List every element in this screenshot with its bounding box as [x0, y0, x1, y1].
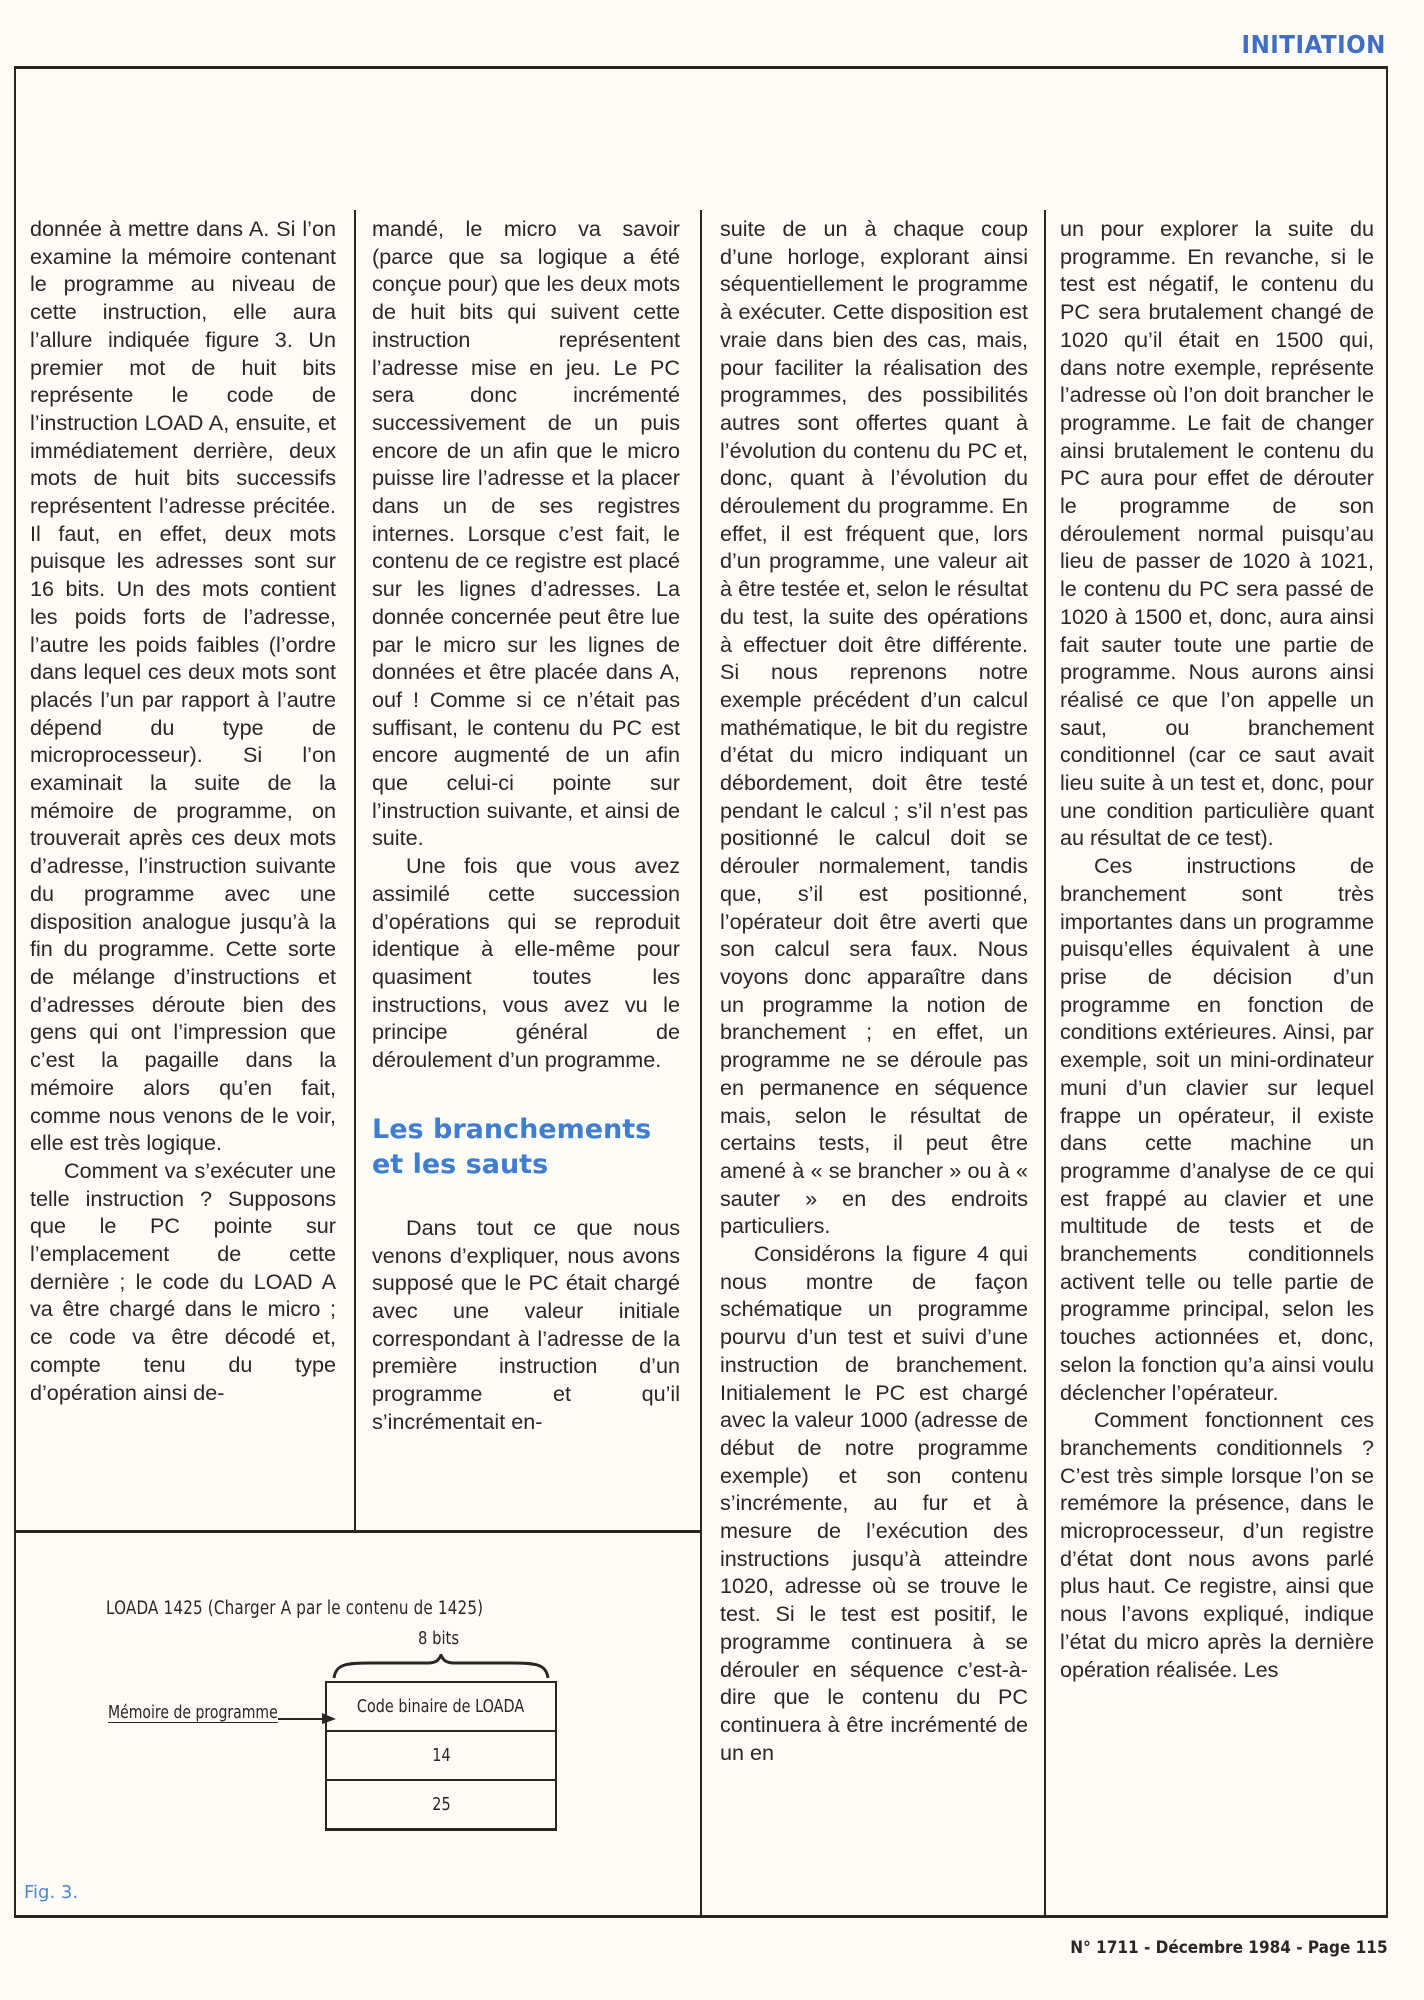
paragraph: suite de un à chaque coup d’une horloge, explorant ainsi séquentiellement le programme à exécuter. Cette disposition est vraie dans bien des cas, mais, pour faciliter la réalisation des programmes, des possibilités autres sont offertes quant à l’évolution du contenu du PC et, donc, quant à l’évolution du déroulement du programme. En effet, il est fréquent que, lors d’un programme, une valeur ait à être testée et, selon le résultat du test, la suite des opérations à effectuer doit être différente. Si nous reprenons notre exemple précédent d’un calcul mathématique, le bit du registre d’état du micro indiquant un débordement, doit être testé pendant le calcul ; s’il n’est pas positionné le calcul doit se dérouler normalement, tandis que, s’il est positionné, l’opérateur doit être averti que son calcul sera faux. Nous voyons donc apparaître dans un programme la notion de branchement ; en effet, un programme ne se déroule pas en permanence en séquence mais, selon le résultat de certains tests, il peut être amené à « se brancher » ou à « sauter » en des endroits particuliers.: [720, 216, 1028, 1239]
memory-table: [325, 1681, 557, 1831]
article-column-3: [720, 215, 1028, 1905]
paragraph: donnée à mettre dans A. Si l’on examine la mémoire contenant le programme au niveau de cette instruction, elle aura l’allure indiquée figure 3. Un premier mot de huit bits représente le code de l’instruction LOAD A, ensuite, et immédiatement derrière, deux mots de huit bits successifs représentent l’adresse précitée. Il faut, en effet, deux mots puisque les adresses sont sur 16 bits. Un des mots contient les poids forts de l’adresse, l’autre les poids faibles (l’ordre dans lequel ces deux mots sont placés l’un par rapport à l’autre dépend du type de microprocesseur). Si l’on examinait la suite de la mémoire de programme, on trouverait après ces deux mots d’adresse, l’instruction suivante du programme avec une disposition analogue jusqu’à la fin du programme. Cette sorte de mélange d’instructions et d’adresses déroute bien des gens qui ont l’impression que c’est la pagaille dans la mémoire alors qu’en fait, comme nous venons de le voir, elle est très logique.: [30, 216, 336, 1156]
column-divider: [1044, 210, 1046, 1916]
section-heading: Les branchements et les sauts: [372, 1113, 652, 1180]
paragraph: mandé, le micro va savoir (parce que sa logique a été conçue pour) que les deux mots de huit bits qui suivent cette instruction représentent l’adresse mise en jeu. Le PC sera donc incrémenté successivement de un puis encore de un afin que le micro puisse lire l’adresse et la placer dans un de ses registres internes. Lorsque c’est fait, le contenu de ce registre est placé sur les lignes d’adresses. La donnée concernée peut être lue par le micro sur les lignes de données et être placée dans A, ouf ! Comme si ce n’était pas suffisant, le contenu du PC est encore augmenté de un afin que celui-ci pointe sur l’instruction suivante, et ainsi de suite.: [372, 216, 680, 851]
program-memory-label: Mémoire de programme: [108, 1702, 278, 1723]
bit-width-label: 8 bits: [418, 1628, 460, 1649]
paragraph: Une fois que vous avez assimilé cette succession d’opérations qui se reproduit identique à elle-même pour quasiment toutes les instructions, vous avez vu le principe général de déroulement d’un programme.: [372, 853, 680, 1073]
paragraph: Dans tout ce que nous venons d’expliquer, nous avons supposé que le PC était chargé avec une valeur initiale correspondant à l’adresse de la première instruction d’un programme et qu’il s’incrémentait en-: [372, 1214, 680, 1434]
paragraph: Comment fonctionnent ces branchements conditionnels ? C’est très simple lorsque l’on se remémore la présence, dans le microprocesseur, d’un registre d’état dont nous avons parlé plus haut. Ce registre, ainsi que nous l’avons expliqué, indique l’état du micro après la dernière opération réalisée. Les: [1060, 1407, 1374, 1682]
figure-caption: Fig. 3.: [24, 1882, 79, 1903]
paragraph: un pour explorer la suite du programme. En revanche, si le test est négatif, le contenu du PC sera brutalement changé de 1020 qu’il était en 1500 qui, dans notre exemple, représente l’adresse où l’on doit brancher le programme. Le fait de changer ainsi brutalement le contenu du PC aura pour effet de dérouter le programme de son déroulement normal puisqu’au lieu de passer de 1020 à 1021, le contenu du PC sera passé de 1020 à 1500 et, donc, aura ainsi fait sauter toute une partie de programme. Nous aurons ainsi réalisé ce que l’on appelle un saut, ou branchement conditionnel (car ce saut avait lieu suite à un test et, donc, pour une condition particulière quant au résultat de ce test).: [1060, 216, 1374, 851]
figure-3: [16, 1534, 698, 1914]
memory-cell-opcode: Code binaire de LOADA: [327, 1683, 555, 1732]
article-column-4: [1060, 215, 1374, 1905]
column-divider: [354, 210, 356, 1532]
figure-title: LOADA 1425 (Charger A par le contenu de 1425): [106, 1598, 484, 1619]
brace-icon: [332, 1654, 550, 1680]
article-column-1: [30, 215, 336, 1515]
paragraph: Comment va s’exécuter une telle instruction ? Supposons que le PC pointe sur l’emplacement de cette dernière ; le code du LOAD A va être chargé dans le micro ; ce code va être décodé et, compte tenu du type d’opération ainsi de-: [30, 1157, 336, 1405]
paragraph: Ces instructions de branchement sont très importantes dans un programme puisqu’elles équivalent à une prise de décision d’un programme en fonction de conditions extérieures. Ainsi, par exemple, soit un mini-ordinateur muni d’un clavier sur lequel frappe un opérateur, il existe dans cette machine un programme d’analyse de ce qui est frappé au clavier et une multitude de tests et de branchements conditionnels activent telle ou telle partie de programme principal, selon les touches actionnées et, donc, selon la fonction qu’a ainsi voulu déclencher l’opérateur.: [1060, 853, 1374, 1405]
page-footer: N° 1711 - Décembre 1984 - Page 115: [1070, 1938, 1388, 1958]
memory-cell-address-high: 14: [327, 1732, 555, 1781]
figure-top-rule: [14, 1530, 702, 1533]
section-label: INITIATION: [1241, 30, 1386, 59]
paragraph: Considérons la figure 4 qui nous montre de façon schématique un programme pourvu d’un test et suivi d’une instruction de branchement. Initialement le PC est chargé avec la valeur 1000 (adresse de début de notre programme exemple) et son contenu s’incrémente, au fur et à mesure de l’exécution des instructions jusqu’à atteindre 1020, adresse où se trouve le test. Si le test est positif, le programme continuera à se dérouler en séquence c’est-à-dire que le contenu du PC continuera à être incrémenté de un en: [720, 1241, 1028, 1765]
memory-cell-address-low: 25: [431, 1794, 451, 1815]
column-divider: [700, 210, 702, 1916]
article-column-2: [372, 215, 680, 1515]
